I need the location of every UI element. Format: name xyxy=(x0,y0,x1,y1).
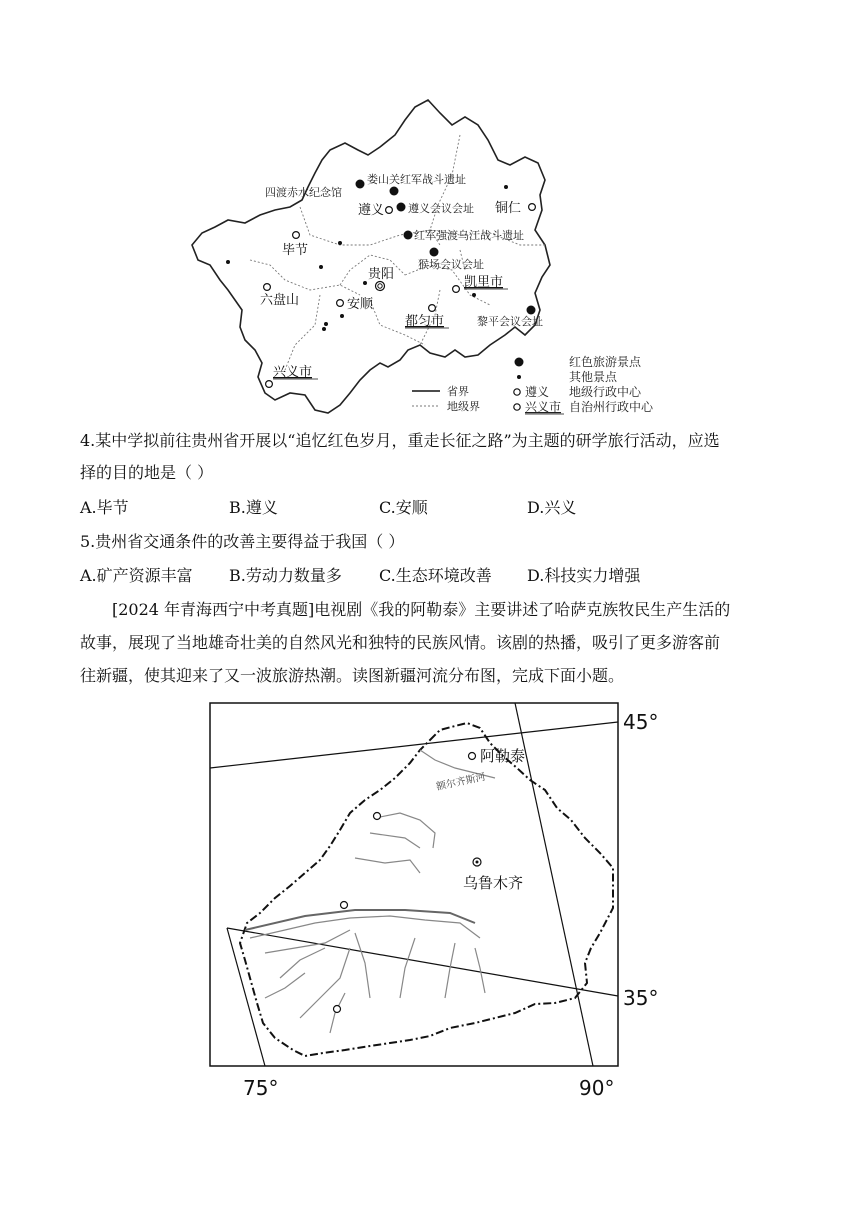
houchang-dot xyxy=(430,248,439,257)
altay-label: 阿勒泰 xyxy=(480,747,526,765)
q5-stem: 5.贵州省交通条件的改善主要得益于我国（ ） xyxy=(80,532,405,551)
guiyang-label: 贵阳 xyxy=(368,267,395,282)
passage-line3: 往新疆，使其迎来了又一波旅游热潮。读图新疆河流分布图，完成下面小题。 xyxy=(80,666,625,685)
wujiang-label: 红军强渡乌江战斗遗址 xyxy=(414,229,524,242)
duyun-marker xyxy=(429,305,436,312)
lat-45-label: 45° xyxy=(623,710,659,734)
sidu-dot xyxy=(390,187,399,196)
kaili-label: 凯里市 xyxy=(464,275,504,290)
xinjiang-border xyxy=(240,723,613,1056)
legend-sample-city: 遵义 xyxy=(525,385,550,399)
city-marker-aksu xyxy=(341,902,348,909)
legend-city-marker xyxy=(514,389,520,395)
altay-marker xyxy=(469,753,476,760)
bijie-label: 毕节 xyxy=(282,243,309,258)
zunyi-meeting-label: 遵义会议会址 xyxy=(408,202,474,215)
houchang-label: 猴场会议会址 xyxy=(418,258,484,271)
passage-line2: 故事，展现了当地雄奇壮美的自然风光和独特的民族风情。该剧的热播，吸引了更多游客前 xyxy=(80,633,721,652)
city-marker-yining xyxy=(374,813,381,820)
loushanguan-label: 娄山关红军战斗遗址 xyxy=(367,173,466,186)
q4-stem-line2: 择的目的地是（ ） xyxy=(80,463,214,482)
anshun-label: 安顺 xyxy=(347,297,374,312)
bijie-marker xyxy=(293,232,300,239)
irtysh-label: 额尔齐斯河 xyxy=(435,771,487,793)
legend-prefecture-border: 地级界 xyxy=(447,400,480,413)
xinjiang-map xyxy=(205,698,659,1103)
city-marker-hotan xyxy=(334,1006,341,1013)
duyun-label: 都匀市 xyxy=(405,314,445,329)
map-frame xyxy=(210,703,618,1066)
anshun-marker xyxy=(337,300,344,307)
legend-other-spot: 其他景点 xyxy=(569,370,618,384)
q4-option-b[interactable]: B.遵义 xyxy=(229,498,278,517)
zunyi-marker xyxy=(386,207,393,214)
guizhou-map xyxy=(190,95,680,417)
q5-option-d[interactable]: D.科技实力增强 xyxy=(527,566,641,585)
guiyang-marker xyxy=(376,282,385,291)
zunyi-meeting-dot xyxy=(397,203,406,212)
lon-75-label: 75° xyxy=(243,1076,279,1100)
guizhou-province-border xyxy=(192,100,550,413)
legend-sample-auto: 兴义市 xyxy=(525,400,562,414)
urumqi-label: 乌鲁木齐 xyxy=(463,874,524,892)
wujiang-dot xyxy=(404,231,413,240)
q5-option-a[interactable]: A.矿产资源丰富 xyxy=(80,566,193,585)
legend-red-spot: 红色旅游景点 xyxy=(569,355,642,369)
liupanshan-label: 六盘山 xyxy=(260,293,300,308)
xingyi-marker xyxy=(266,381,273,388)
lat-35-label: 35° xyxy=(623,986,659,1010)
q4-option-d[interactable]: D.兴义 xyxy=(527,498,577,517)
tongren-marker xyxy=(529,204,536,211)
lon-90-label: 90° xyxy=(579,1076,615,1100)
sidu-label: 四渡赤水纪念馆 xyxy=(265,186,342,199)
q4-option-c[interactable]: C.安顺 xyxy=(379,498,428,517)
legend-province-border: 省界 xyxy=(447,385,469,398)
urumqi-marker xyxy=(473,858,481,866)
rivers xyxy=(250,750,495,1033)
kaili-marker xyxy=(453,286,460,293)
q4-stem-line1: 4.某中学拟前往贵州省开展以“追忆红色岁月，重走长征之路”为主题的研学旅行活动，应选 xyxy=(80,431,720,450)
loushanguan-dot xyxy=(356,180,365,189)
zunyi-label: 遵义 xyxy=(358,203,385,218)
liping-label: 黎平会议会址 xyxy=(477,315,543,328)
xingyi-label: 兴义市 xyxy=(273,365,313,380)
passage-line1: [2024 年青海西宁中考真题]电视剧《我的阿勒泰》主要讲述了哈萨克族牧民生产生活的 xyxy=(112,600,731,619)
legend-prefecture-center: 地级行政中心 xyxy=(569,385,642,399)
liping-dot xyxy=(527,306,536,315)
legend-auto-marker xyxy=(514,404,520,410)
legend-autonomous-center: 自治州行政中心 xyxy=(569,400,654,414)
q4-option-a[interactable]: A.毕节 xyxy=(80,498,129,517)
tongren-label: 铜仁 xyxy=(495,201,522,216)
map-legend xyxy=(412,354,654,414)
q5-option-c[interactable]: C.生态环境改善 xyxy=(379,566,492,585)
legend-red-dot xyxy=(515,358,524,367)
liupanshan-marker xyxy=(264,284,271,291)
graticule xyxy=(210,703,618,1066)
q5-option-b[interactable]: B.劳动力数量多 xyxy=(229,566,342,585)
